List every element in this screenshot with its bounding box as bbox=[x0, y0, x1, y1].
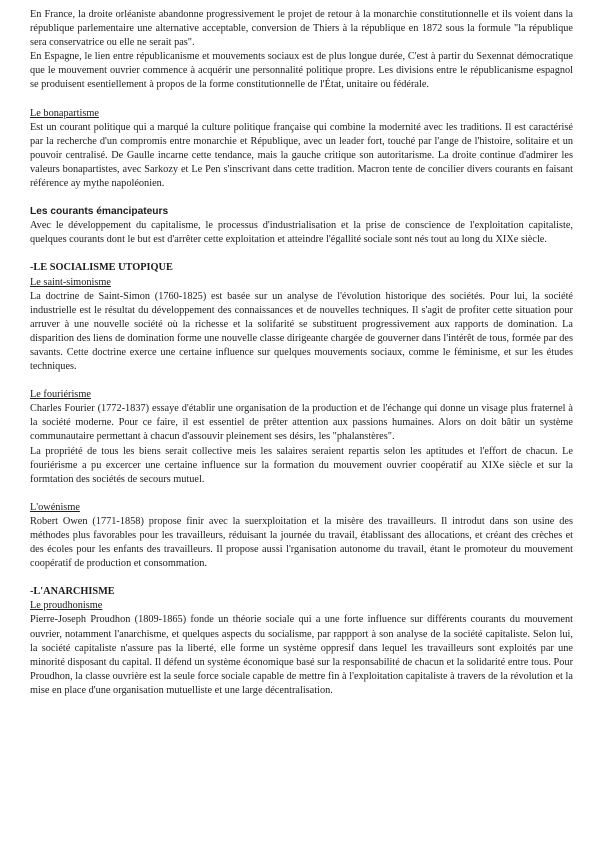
proudhonisme-heading: Le proudhonisme bbox=[30, 600, 103, 612]
emancipateurs-text: Avec le développement du capitalisme, le processus d'industrialisation et la prise de conscience de l'exploitation capitaliste, quelques courants dont le but est d'arrêter cette exploitation et atteindre l'égallité sociale sont nés tout au long du XIXe siècle. bbox=[30, 220, 573, 246]
document-page bbox=[30, 8, 573, 698]
fourierisme-heading: Le fouriérisme bbox=[30, 389, 91, 401]
fourierisme-text-2: La propriété de tous les biens serait collective meis les salaires seraient repartis selon les aptitudes et l'effort de chacun. Le fouriérisme a pu excercer une certaine influence sur la formation du mouvement ouvrier coopératif au XIXe siècle et sur la formtation des sociétés de secours mutuel. bbox=[30, 445, 573, 485]
anarchisme-heading: -L'ANARCHISME bbox=[30, 586, 115, 598]
fourierisme-text-1: Charles Fourier (1772-1837) essaye d'établir une organisation de la production et de l'échange qui donne un visage plus fraternel à la société moderne. Pour ce faire, il est essentiel de prêter attention aux passions humaines. Alors on doit bâtir un système communautaire permettant à chacun d'assouvir pleinement ses désirs, les "phalanstères". bbox=[30, 403, 573, 443]
bonapartisme-heading: Le bonapartisme bbox=[30, 107, 99, 119]
saint-simonisme-heading: Le saint-simonisme bbox=[30, 276, 111, 288]
socialisme-heading: -LE SOCIALISME UTOPIQUE bbox=[30, 262, 173, 274]
intro-paragraph-espagne: En Espagne, le lien entre républicanisme et mouvements sociaux est de plus longue durée, C'est à partir du Sexennat démocratique que le mouvement ouvrier commence à acquérir une personnalité politique propre. Les divisions entre le républicanisme espagnol se produisent esentiellement à propos de la forme constitutionnelle de l'État, unitaire ou fédérale. bbox=[30, 51, 573, 91]
emancipateurs-heading: Les courants émancipateurs bbox=[30, 206, 169, 218]
saint-simonisme-text: La doctrine de Saint-Simon (1760-1825) est basée sur un analyse de l'évolution historique des sociétés. Pour lui, la société industrielle est le résultat du développement des connaissances et de nouvelles techniques. Il s'agit de profiter cette situation pour arruver à une nouvelle société où la richesse et la solifarité se substituent progressivement aux rapports de domination. La disparition des liens de domination forme une nouvelle classe dirigeante chargée de gouverner dans l'intérêt de tous, formée par des savants. Cette doctrine exerce une certaine influence sur quelques mouvements sociaux, comme le féminisme, et sur les études techniques. bbox=[30, 290, 573, 373]
intro-paragraph-france: En France, la droite orléaniste abandonne progressivement le projet de retour à la monarchie constitutionnelle et ils voient dans la république parlementaire une alternative acceptable, conversion de Thiers à la république en 1872 sous la formule "la république sera conservatrice ou elle ne serait pas". bbox=[30, 9, 573, 49]
owenisme-text: Robert Owen (1771-1858) propose finir avec la suerxploitation et la misère des travailleurs. Il introdut dans son usine des méthodes plus favorables pour les travailleurs, réduisant la journée du travail, établissant des allocations, et créant des crèches et des écoles pour les enfants des travailleurs. Il propose aussi l'rganisation autonome du travail, étant le promoteur du mouvement coopératif de production et consommation. bbox=[30, 515, 573, 570]
bonapartisme-text: Est un courant politique qui a marqué la culture politique française qui combine la modernité avec les traditions. Il est caractérisé par la recherche d'un compromis entre monarchie et République, avec un leader fort, touché par l'ange de l'histoire, solitaire et un pouvoir centralisé. De Gaulle incarne cette tendance, mais la gauche critique son autoritarisme. La droite continue d'admirer les valeurs bonapartistes, avec Sarkozy et Le Pen s'inscrivant dans cette tradition. Macron tente de concilier divers courants en faisant référence ay mythe napoléonien. bbox=[30, 121, 573, 190]
owenisme-heading: L'owénisme bbox=[30, 501, 80, 513]
proudhonisme-text: Pierre-Joseph Proudhon (1809-1865) fonde un théorie sociale qui a une forte influence sur différents courants du mouvement ouvrier, notamment l'anarchisme, et quelques aspects du socialisme, par rappport à son analyse de la société capitaliste. Selon lui, la société capitaliste n'assure pas la liberté, elle forme un système oppresif dans lequel les travailleurs sont exploités par une minorité disposant du capital. Il défend un système économique basé sur la responsabilité de chacun et la solidarité entre tous. Pour Proudhon, la classe ouvrière est la seule force sociale capable de mettre fin à l'exploitation capitaliste à travers de la révolution et la mise en place d'une organisation mutuelliste et une large décentralisation. bbox=[30, 614, 573, 696]
